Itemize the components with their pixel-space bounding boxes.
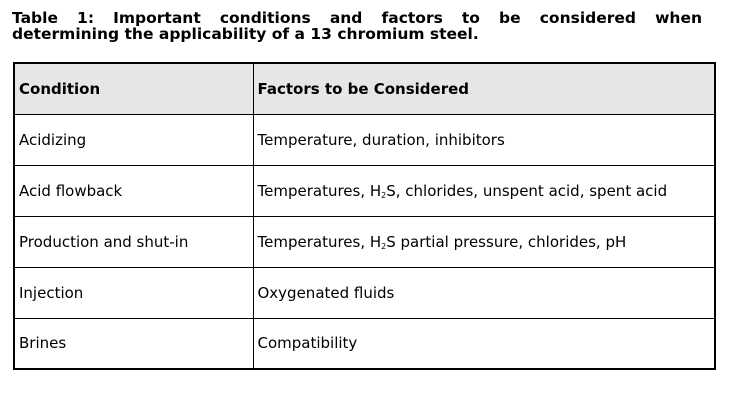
- table-row: [14, 318, 715, 369]
- cell-factors: [253, 114, 715, 165]
- header-condition: Condition: [14, 63, 253, 114]
- caption-line-2: determining the applicability of a 13 chromium steel.: [12, 25, 479, 43]
- cell-factors: [253, 318, 715, 369]
- subscript: 2: [381, 241, 387, 251]
- factors-text: Temperature, duration, inhibitors: [257, 130, 505, 149]
- cell-condition: Acidizing: [14, 114, 253, 165]
- factors-text: Temperatures, H: [257, 181, 382, 200]
- conditions-table: [13, 62, 716, 370]
- header-factors: Factors to be Considered: [253, 63, 715, 114]
- cell-condition: Acid flowback: [14, 165, 253, 216]
- cell-factors: [253, 216, 715, 267]
- factors-text: Temperatures, H: [257, 232, 382, 251]
- cell-condition: Brines: [14, 318, 253, 369]
- factors-text-cont: S, chlorides, unspent acid, spent acid: [386, 181, 668, 200]
- cell-factors: [253, 165, 715, 216]
- table-row: [14, 267, 715, 318]
- table-row: [14, 216, 715, 267]
- subscript: 2: [381, 190, 387, 200]
- caption-line-1: Table 1: Important conditions and factors to be considered when: [12, 9, 702, 27]
- cell-condition: Injection: [14, 267, 253, 318]
- table-row: [14, 165, 715, 216]
- factors-text: Oxygenated fluids: [257, 283, 395, 302]
- factors-text-cont: S partial pressure, chlorides, pH: [386, 232, 627, 251]
- factors-text: Compatibility: [257, 334, 358, 353]
- table-header-row: [14, 63, 715, 114]
- table-row: [14, 114, 715, 165]
- cell-factors: [253, 267, 715, 318]
- table-caption: [12, 10, 702, 42]
- cell-condition: Production and shut-in: [14, 216, 253, 267]
